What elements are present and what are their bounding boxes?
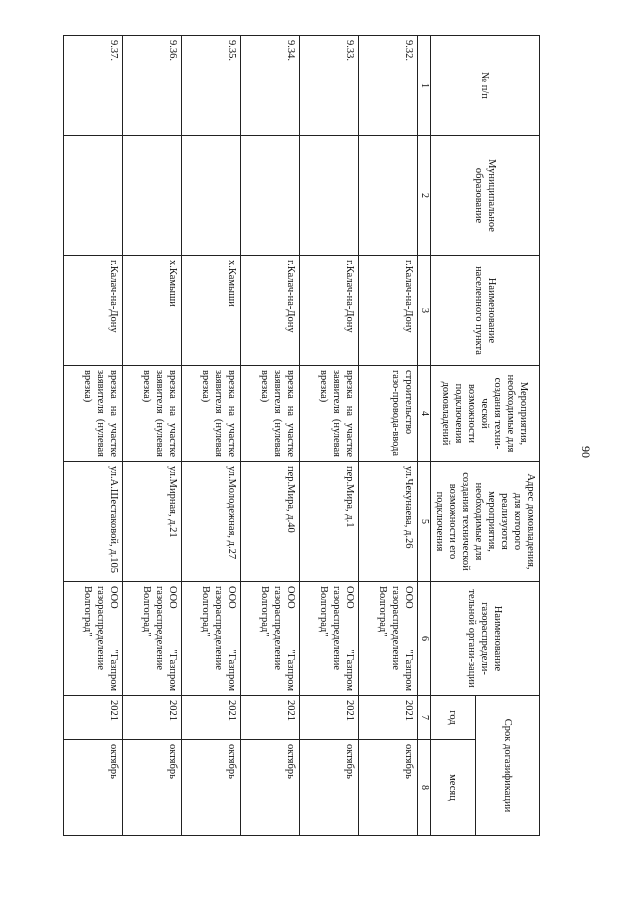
header-month: месяц: [431, 740, 476, 836]
row-organization: ООО "Газпром газораспределение Волгоград": [182, 582, 241, 696]
row-address: пер.Мира, д.40: [241, 462, 300, 582]
row-organization: ООО "Газпром газораспределение Волгоград": [300, 582, 359, 696]
table-row: [123, 36, 182, 836]
column-number: 4: [418, 366, 431, 462]
gasification-table: [63, 35, 540, 836]
page-number: 90: [579, 446, 593, 458]
row-number: 9.36.: [123, 36, 182, 136]
row-measure: врезка на участке заявителя (нулевая врезка): [241, 366, 300, 462]
row-month: октябрь: [359, 740, 418, 836]
row-month: октябрь: [64, 740, 123, 836]
row-year: 2021: [241, 696, 300, 740]
row-locality: г.Калач-на-Дону: [64, 256, 123, 366]
row-organization: ООО "Газпром газораспределение Волгоград": [359, 582, 418, 696]
row-municipality: [64, 136, 123, 256]
row-number: 9.35.: [182, 36, 241, 136]
row-municipality: [300, 136, 359, 256]
row-number: 9.34.: [241, 36, 300, 136]
header-measures: Мероприятия, необходимые для создания техни-ческой возможности подключения домовладений: [431, 366, 540, 462]
rotated-table-area: [82, 35, 540, 835]
column-number: 1: [418, 36, 431, 136]
row-year: 2021: [64, 696, 123, 740]
row-year: 2021: [123, 696, 182, 740]
row-municipality: [182, 136, 241, 256]
row-address: ул.Молодежная, д.27: [182, 462, 241, 582]
table-row: [182, 36, 241, 836]
row-locality: г.Калач-на-Дону: [241, 256, 300, 366]
row-measure: врезка на участке заявителя (нулевая врезка): [300, 366, 359, 462]
row-locality: г.Калач-на-Дону: [300, 256, 359, 366]
column-number: 6: [418, 582, 431, 696]
row-month: октябрь: [300, 740, 359, 836]
row-organization: ООО "Газпром газораспределение Волгоград": [64, 582, 123, 696]
header-organization: Наименование газораспредели-тельной органи-зации: [431, 582, 540, 696]
row-month: октябрь: [241, 740, 300, 836]
row-month: октябрь: [182, 740, 241, 836]
table-row: [64, 36, 123, 836]
header-number: № п/п: [431, 36, 540, 136]
table-row: [241, 36, 300, 836]
row-number: 9.32.: [359, 36, 418, 136]
row-month: октябрь: [123, 740, 182, 836]
row-municipality: [241, 136, 300, 256]
table-row: [300, 36, 359, 836]
header-term: Срок догазификации: [475, 696, 539, 836]
row-locality: г.Калач-на-Дону: [359, 256, 418, 366]
row-number: 9.33.: [300, 36, 359, 136]
row-measure: строительство газо-провода-ввода: [359, 366, 418, 462]
row-municipality: [123, 136, 182, 256]
row-address: ул.Чекунаева, д.26: [359, 462, 418, 582]
row-organization: ООО "Газпром газораспределение Волгоград": [123, 582, 182, 696]
header-year: год: [431, 696, 476, 740]
row-municipality: [359, 136, 418, 256]
row-year: 2021: [359, 696, 418, 740]
column-number: 7: [418, 696, 431, 740]
row-locality: х.Камыши: [123, 256, 182, 366]
row-address: ул.Мирная, д.21: [123, 462, 182, 582]
row-measure: врезка на участке заявителя (нулевая врезка): [182, 366, 241, 462]
header-locality: Наименование населенного пункта: [431, 256, 540, 366]
row-number: 9.37.: [64, 36, 123, 136]
column-number: 5: [418, 462, 431, 582]
table-row: [359, 36, 418, 836]
row-locality: х.Камыши: [182, 256, 241, 366]
row-address: ул.А.Шестаковой, д.105: [64, 462, 123, 582]
row-organization: ООО "Газпром газораспределение Волгоград": [241, 582, 300, 696]
column-number: 3: [418, 256, 431, 366]
column-number: 8: [418, 740, 431, 836]
row-year: 2021: [182, 696, 241, 740]
row-measure: врезка на участке заявителя (нулевая врезка): [64, 366, 123, 462]
row-address: пер.Мира, д.1: [300, 462, 359, 582]
row-year: 2021: [300, 696, 359, 740]
column-number: 2: [418, 136, 431, 256]
header-municipality: Муниципальное образование: [431, 136, 540, 256]
row-measure: врезка на участке заявителя (нулевая врезка): [123, 366, 182, 462]
header-address: Адрес домовладения, для которого реализуются мероприятия, необходимые для создания технической возможности его подключения: [431, 462, 540, 582]
